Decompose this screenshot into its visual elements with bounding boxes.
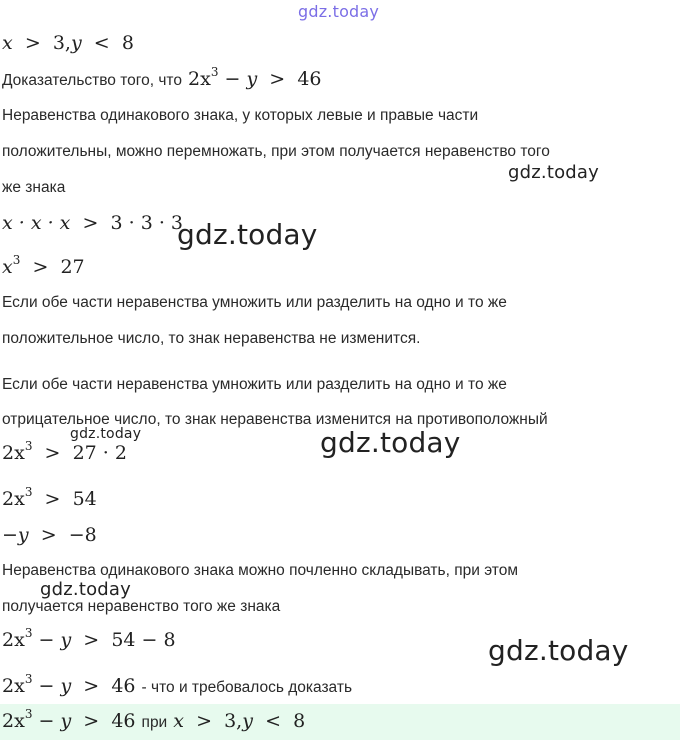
- sum-step: $2x^3 - y > 54 - 8$: [2, 626, 176, 651]
- multiply-step: x · x · x > 3 · 3 · 3: [2, 212, 184, 234]
- final-answer: $2x^3 - y > 46$ при x > 3,y < 8: [2, 707, 306, 732]
- watermark: gdz.today: [70, 426, 142, 442]
- negate-step: −y > −8: [2, 524, 97, 546]
- rule4-line2: получается неравенство того же знака: [2, 598, 281, 615]
- rule2-line2: положительное число, то знак неравенства не изменится.: [2, 330, 421, 347]
- watermark-top: gdz.today: [298, 2, 380, 21]
- given-condition: x > 3,y < 8: [2, 32, 134, 54]
- double-step: $2x^3 > 27 \cdot 2$: [2, 439, 127, 464]
- rule1-line3: же знака: [2, 179, 66, 196]
- watermark: gdz.today: [40, 579, 132, 600]
- rule3-line2: отрицательное число, то знак неравенства изменится на противоположный: [2, 411, 548, 428]
- double-result: $2x^3 > 54$: [2, 485, 97, 510]
- watermark: gdz.today: [488, 634, 629, 667]
- watermark: gdz.today: [508, 162, 600, 183]
- rule3-line1: Если обе части неравенства умножить или разделить на одно и то же: [2, 376, 507, 393]
- rule1-line2: положительны, можно перемножать, при этом получается неравенство того: [2, 143, 550, 160]
- watermark: gdz.today: [320, 426, 461, 459]
- watermark: gdz.today: [177, 218, 318, 251]
- result-step: $2x^3 - y > 46$ - что и требовалось доказать: [2, 672, 353, 697]
- rule4-line1: Неравенства одинакового знака можно почленно складывать, при этом: [2, 562, 518, 579]
- rule2-line1: Если обе части неравенства умножить или разделить на одно и то же: [2, 294, 507, 311]
- cube-step: $x^3 > 27$: [2, 253, 85, 278]
- prove-statement: Доказательство того, что $2x^3 - y > 46$: [2, 65, 322, 90]
- rule1-line1: Неравенства одинакового знака, у которых левые и правые части: [2, 107, 479, 124]
